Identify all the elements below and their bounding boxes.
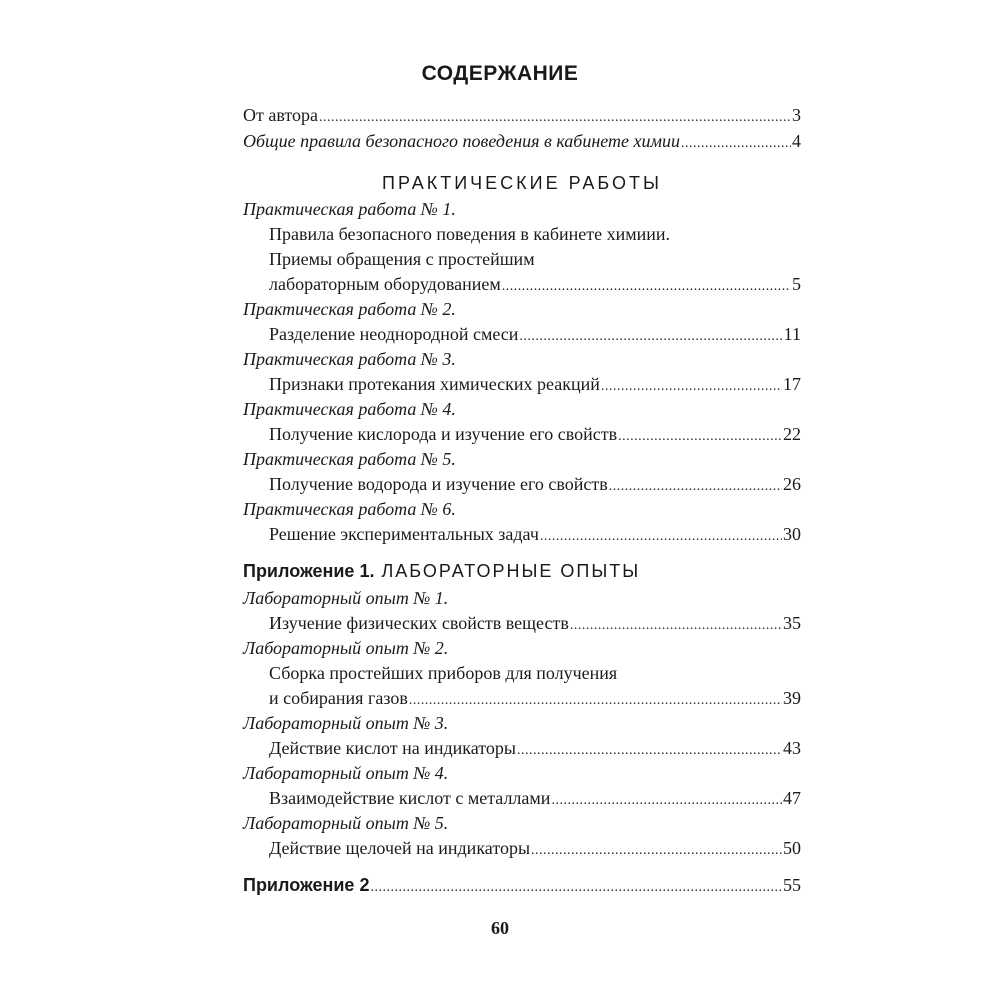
toc-item-text: Приемы обращения с простейшим <box>269 249 535 269</box>
entry-text: Разделение неоднородной смеси <box>269 324 519 344</box>
entry-page: 3 <box>792 105 801 125</box>
entry-text: Взаимодействие кислот с металлами <box>269 788 551 808</box>
toc-entry-appendix-2 <box>243 874 801 896</box>
entry-text: лабораторным оборудованием <box>269 274 501 294</box>
toc-item-label: Практическая работа № 5. <box>243 449 456 469</box>
toc-item-label: Практическая работа № 6. <box>243 499 456 519</box>
entry-page: 22 <box>783 424 801 444</box>
toc-entry <box>269 273 801 295</box>
entry-page: 39 <box>783 688 801 708</box>
toc-item-label: Практическая работа № 4. <box>243 399 456 419</box>
entry-text: Получение кислорода и изучение его свойств <box>269 424 618 444</box>
toc-item-label: Лабораторный опыт № 2. <box>243 638 449 658</box>
entry-page: 50 <box>783 838 801 858</box>
entry-page: 43 <box>783 738 801 758</box>
entry-text: и собирания газов <box>269 688 408 708</box>
dot-leader <box>609 476 782 498</box>
entry-page: 30 <box>783 524 801 544</box>
toc-entry <box>269 473 801 495</box>
entry-page: 11 <box>783 324 801 344</box>
toc-entry <box>269 737 801 759</box>
dot-leader <box>570 615 782 637</box>
dot-leader <box>681 133 791 155</box>
dot-leader <box>601 376 782 398</box>
toc-item-label: Лабораторный опыт № 5. <box>243 813 449 833</box>
dot-leader <box>531 840 782 862</box>
toc-entry <box>269 373 801 395</box>
appendix-1-title: ЛАБОРАТОРНЫЕ ОПЫТЫ <box>381 561 641 581</box>
toc-entry <box>269 687 801 709</box>
dot-leader <box>409 690 782 712</box>
entry-page: 55 <box>783 875 801 895</box>
dot-leader <box>618 426 782 448</box>
toc-entry-from-author <box>243 104 801 126</box>
dot-leader <box>370 877 782 899</box>
toc-item-text: Сборка простейших приборов для получения <box>269 663 618 683</box>
entry-text: Решение экспериментальных задач <box>269 524 539 544</box>
entry-text: Действие щелочей на индикаторы <box>269 838 531 858</box>
dot-leader <box>519 326 782 348</box>
entry-page: 47 <box>783 788 801 808</box>
section-heading-appendix-1 <box>243 561 801 582</box>
appendix-1-label: Приложение 1. <box>243 561 375 581</box>
entry-text: Изучение физических свойств веществ <box>269 613 569 633</box>
toc-item-label: Практическая работа № 1. <box>243 199 456 219</box>
toc-entry <box>269 423 801 445</box>
entry-page: 4 <box>792 131 801 151</box>
toc-item-label: Лабораторный опыт № 4. <box>243 763 449 783</box>
entry-page: 5 <box>792 274 801 294</box>
dot-leader <box>517 740 782 762</box>
toc-item-label: Лабораторный опыт № 1. <box>243 588 449 608</box>
entry-page: 35 <box>783 613 801 633</box>
page-title: СОДЕРЖАНИЕ <box>421 62 579 85</box>
toc-entry <box>269 523 801 545</box>
entry-text: Признаки протекания химических реакций <box>269 374 600 394</box>
dot-leader <box>551 790 782 812</box>
section-heading-practical: ПРАКТИЧЕСКИЕ РАБОТЫ <box>382 173 662 193</box>
toc-item-label: Практическая работа № 2. <box>243 299 456 319</box>
toc-entry <box>269 837 801 859</box>
entry-text: Получение водорода и изучение его свойств <box>269 474 608 494</box>
toc-entry <box>269 787 801 809</box>
toc-entry <box>269 323 801 345</box>
dot-leader <box>319 107 791 129</box>
toc-entry-safety-rules <box>243 130 801 152</box>
entry-text: Действие кислот на индикаторы <box>269 738 516 758</box>
toc-entry <box>269 612 801 634</box>
toc-item-label: Практическая работа № 3. <box>243 349 456 369</box>
dot-leader <box>540 526 782 548</box>
entry-text: Общие правила безопасного поведения в кабинете химии <box>243 131 680 151</box>
dot-leader <box>502 276 791 298</box>
entry-text: Приложение 2 <box>243 875 370 895</box>
page-number: 60 <box>491 918 509 938</box>
entry-page: 26 <box>783 474 801 494</box>
toc-item-text: Правила безопасного поведения в кабинете химиии. <box>269 224 671 244</box>
entry-page: 17 <box>783 374 801 394</box>
entry-text: От автора <box>243 105 319 125</box>
toc-item-label: Лабораторный опыт № 3. <box>243 713 449 733</box>
